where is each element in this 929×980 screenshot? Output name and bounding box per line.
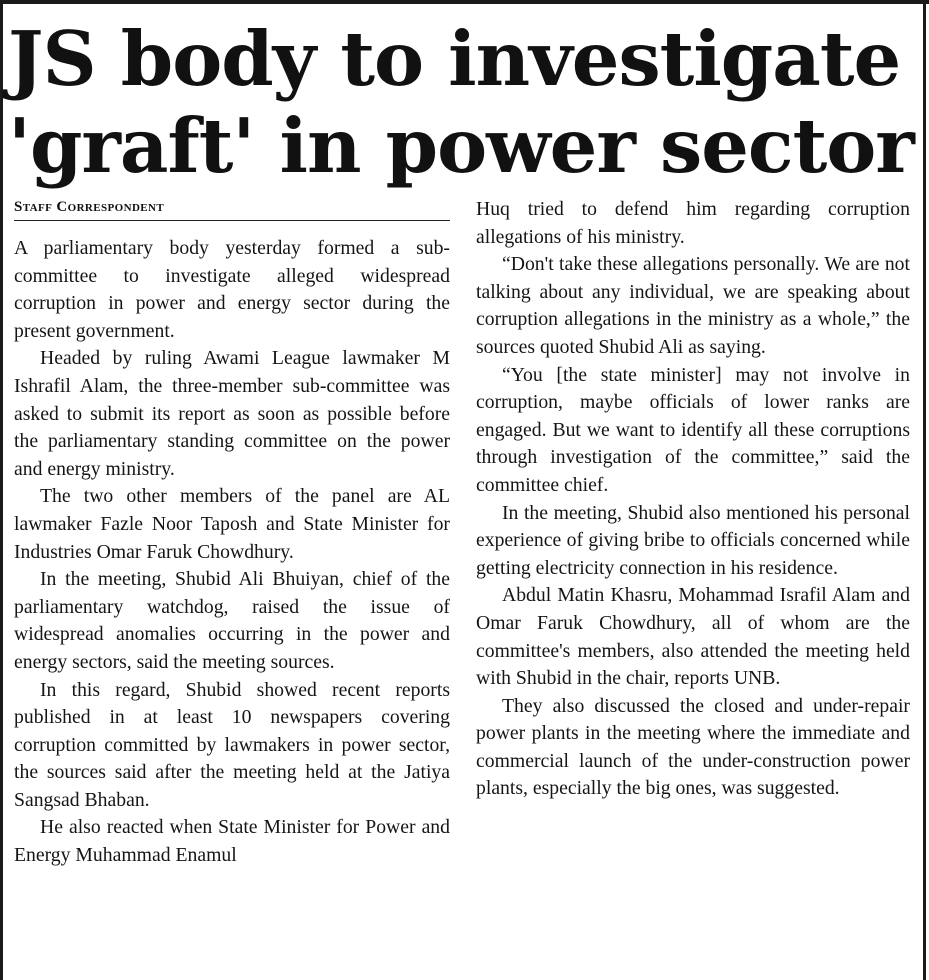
- paragraph-7: “Don't take these allegations personally. We are not talking about any individual, we are speaking about corruption allegations in the ministry as a whole,” the sources quoted Shubid Ali as saying.: [476, 253, 910, 358]
- left-column: [14, 196, 450, 870]
- paragraph-6-continued: Huq tried to defend him regarding corruption allegations of his ministry.: [476, 198, 910, 248]
- paragraph-3: The two other members of the panel are AL lawmaker Fazle Noor Taposh and State Minister for Industries Omar Faruk Chowdhury.: [14, 485, 450, 563]
- top-border: [0, 0, 929, 4]
- headline-line-1: JS body to investigate: [8, 15, 901, 103]
- headline-line-2: 'graft' in power sector: [8, 102, 914, 190]
- paragraph-8: “You [the state minister] may not involve in corruption, maybe officials of lower ranks are engaged. But we want to identify all these corruptions through investigation of the committee,” said the committee chief.: [476, 363, 910, 496]
- left-border: [0, 0, 3, 980]
- paragraph-10: Abdul Matin Khasru, Mohammad Israfil Alam and Omar Faruk Chowdhury, all of whom are the committee's members, also attended the meeting held with Shubid in the chair, reports UNB.: [476, 584, 910, 690]
- byline: Staff Correspondent: [14, 196, 450, 221]
- paragraph-2: Headed by ruling Awami League lawmaker M Ishrafil Alam, the three-member sub-committee was asked to submit its report as soon as possible before the parliamentary standing committee on the power and energy ministry.: [14, 347, 450, 480]
- paragraph-5: In this regard, Shubid showed recent reports published in at least 10 newspapers covering corruption committed by lawmakers in power sector, the sources said after the meeting held at the Jatiya Sangsad Bhaban.: [14, 678, 450, 811]
- paragraph-11: They also discussed the closed and under-repair power plants in the meeting where the immediate and commercial launch of the under-construction power plants, especially the big ones, was suggested.: [476, 694, 910, 800]
- headline: [8, 15, 914, 190]
- paragraph-9: In the meeting, Shubid also mentioned his personal experience of giving bribe to officials concerned while getting electricity connection in his residence.: [476, 501, 910, 579]
- paragraph-6: He also reacted when State Minister for Power and Energy Muhammad Enamul: [14, 816, 450, 867]
- paragraph-1: A parliamentary body yesterday formed a sub-committee to investigate alleged widespread corruption in power and energy sector during the present government.: [14, 237, 450, 342]
- right-border: [923, 0, 926, 980]
- paragraph-4: In the meeting, Shubid Ali Bhuiyan, chief of the parliamentary watchdog, raised the issue of widespread anomalies occurring in the power and energy sectors, said the meeting sources.: [14, 568, 450, 673]
- right-column: [476, 196, 910, 803]
